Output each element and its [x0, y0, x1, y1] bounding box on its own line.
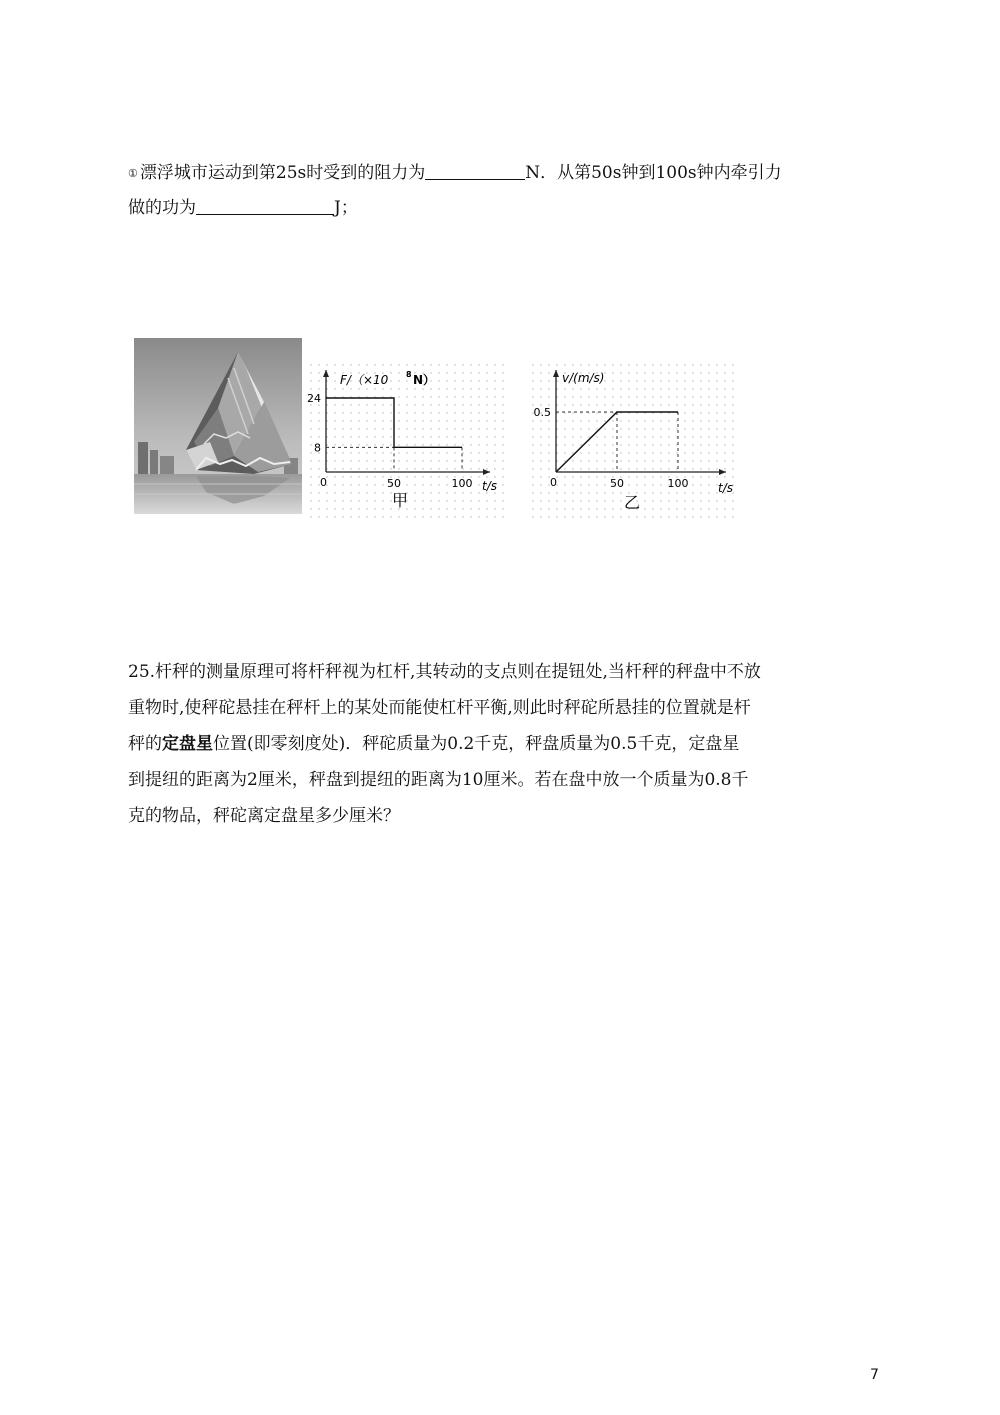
key-term-zero-mark: 定盘星 — [162, 734, 213, 754]
question-25-text: 秤的 — [128, 734, 162, 754]
origin-label: 0 — [550, 476, 557, 489]
page-number: 7 — [870, 1367, 879, 1383]
origin-label: 0 — [320, 476, 327, 489]
time-axis-label: t/s — [718, 481, 733, 495]
x-tick-label: 50 — [387, 477, 401, 490]
y-tick-label: 8 — [314, 441, 321, 455]
force-axis-exponent: 8 — [406, 370, 412, 379]
answer-blank-resistance[interactable] — [425, 163, 525, 180]
answer-blank-work[interactable] — [196, 198, 334, 215]
y-tick-label: 0.5 — [533, 406, 551, 419]
x-tick-label: 50 — [610, 477, 624, 490]
graph-caption-jia: 甲 — [392, 491, 409, 510]
y-tick-label: 24 — [307, 392, 321, 405]
force-axis-label: F/（×10 — [340, 373, 389, 387]
question-25-line-1: 25.杆秤的测量原理可将杆秤视为杠杆,其转动的支点则在提钮处,当杆秤的秤盘中不放 — [128, 662, 761, 682]
x-tick-label: 100 — [451, 477, 473, 490]
question-25-line-5: 克的物品，秤砣离定盘星多少厘米？ — [128, 806, 400, 826]
circled-number: ① — [128, 167, 138, 180]
question-24-line-1 — [128, 156, 898, 191]
question-25-line-4: 到提纽的距离为2厘米，秤盘到提纽的距离为10厘米。若在盘中放一个质量为0.8千 — [128, 770, 749, 790]
velocity-axis-label: v/(m/s) — [562, 371, 605, 385]
graph-caption-yi: 乙 — [624, 493, 641, 512]
time-axis-label: t/s — [482, 479, 497, 493]
question-25 — [128, 654, 898, 834]
question-24-text-2: N．从第50s钟到100s钟内牵引力 — [525, 163, 782, 183]
question-24-text-1: 漂浮城市运动到第25s时受到的阻力为 — [139, 163, 426, 183]
force-axis-unit: N） — [413, 373, 436, 387]
floating-city-photo — [134, 338, 302, 514]
question-24-text-4: J； — [334, 198, 358, 218]
question-24-line-2 — [128, 191, 898, 225]
velocity-time-graph — [532, 364, 736, 518]
force-time-graph — [307, 364, 505, 518]
figure — [134, 338, 736, 518]
x-tick-label: 100 — [667, 477, 689, 490]
question-25-line-3 — [128, 726, 898, 762]
question-25-line-2: 重物时,使秤砣悬挂在秤杆上的某处而能使杠杆平衡,则此时秤砣所悬挂的位置就是杆 — [128, 698, 751, 718]
question-25-text: 位置(即零刻度处)．秤砣质量为0.2千克，秤盘质量为0.5千克，定盘星 — [213, 734, 740, 754]
question-24-text-3: 做的功为 — [128, 198, 196, 218]
question-24 — [128, 156, 898, 225]
